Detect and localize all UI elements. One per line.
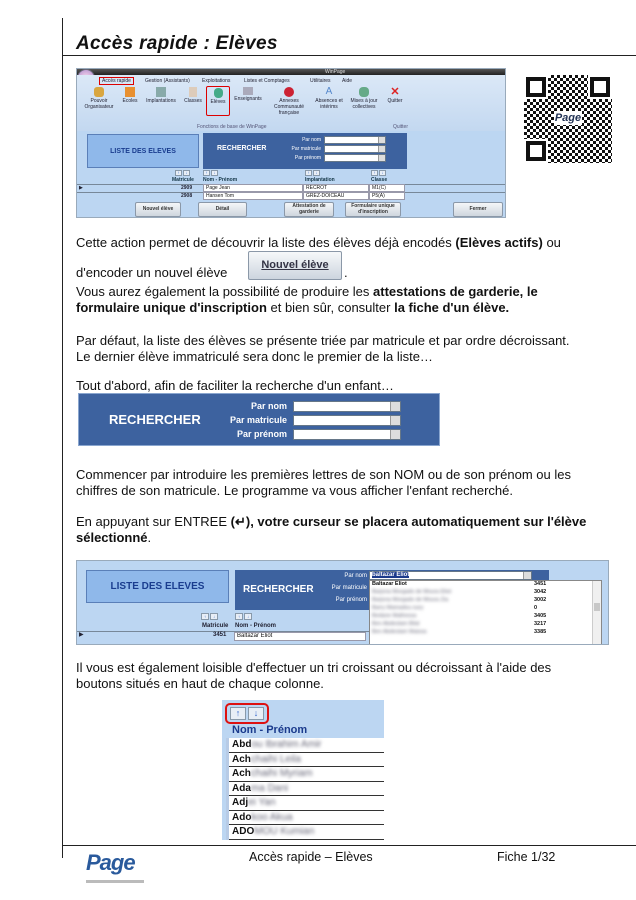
dropdown-item[interactable]: Barry Mamadou oury 0 [372,605,538,611]
search-panel-image [78,393,440,446]
dropdown-item[interactable]: Bedane Mathessa 3405 [372,613,547,619]
tab-aide[interactable]: Aide [342,78,353,84]
sort-classe[interactable]: ↑ ↓ [371,170,386,176]
search-title: RECHERCHER [217,145,267,152]
ribbon-enseignants[interactable]: Enseignants [231,86,265,118]
teacher-card-icon [243,87,253,95]
ribbon-group-quit-label: Quitter [393,124,409,130]
footer-rule [62,845,636,846]
col-nom: Nom - Prénom [235,623,277,629]
fermer-button[interactable]: Fermer [453,202,503,217]
col-nom: Nom - Prénom [232,724,308,736]
col-nom: Nom - Prénom [203,177,238,183]
footer-page-number: Fiche 1/32 [497,850,556,864]
nouvel-eleve-button-image: Nouvel élève [248,251,342,280]
table-row[interactable]: ▶ 2909 Page Jean RECROT M1(C) [77,184,506,192]
ribbon-classes[interactable]: Classes [181,86,205,118]
para6-line2: sélectionné. [76,530,152,545]
list-item[interactable]: ADOMOU Kumian [229,825,384,840]
margin-line [62,18,63,858]
label-par-prenom: Par prénom [236,429,287,439]
list-title: LISTE DES ELEVES [87,134,199,168]
dropdown-scrollbar[interactable] [592,581,601,645]
sort-matricule[interactable]: ↑ ↓ [175,170,190,176]
par-prenom-input[interactable] [293,429,401,440]
label-par-nom: Par nom [302,137,321,143]
sort-buttons[interactable]: ↑ ↓ [225,703,269,724]
list-item[interactable]: Achchaihi Leila [229,753,384,768]
ribbon-pouvoir[interactable]: Pouvoir Organisateur [80,86,118,118]
ribbon-buttons [80,86,402,118]
dropdown-item[interactable]: Barjona Morgado de Moura Eliot 3042 [372,589,547,595]
ribbon-group-label: Fonctions de base de WinPage [197,124,267,130]
par-prenom-input[interactable] [324,154,386,162]
label-par-nom: Par nom [344,573,367,579]
classes-icon [189,87,197,97]
list-item[interactable]: Adjei Yan [229,796,384,811]
page-logo [86,850,148,886]
ribbon-annexes[interactable]: Annexes Communauté française [266,86,312,118]
qr-logo: Page [554,112,582,124]
nouvel-eleve-button[interactable]: Nouvel élève [135,202,181,217]
label-par-prenom: Par prénom [335,597,367,603]
tab-gestion[interactable]: Gestion (Assistants) [145,78,190,84]
sort-matricule[interactable]: ↑ ↓ [201,613,218,620]
list-item[interactable]: Achchaihi Myriam [229,767,384,782]
dropdown-item[interactable]: Ben Abdeslam Maissa 3385 [372,629,547,635]
para5-line1: Commencer par introduire les premières lettres de son NOM ou de son prénom ou les [76,467,571,482]
table-row[interactable]: ▶ 3451 Baltazar Eliot [77,631,369,640]
ribbon-eleves[interactable]: Elèves [206,86,230,116]
table-row[interactable]: 2908 Hansen Tom GREZ-DOICEAU P5(A) [77,192,506,200]
dropdown-item[interactable]: Ben Abdeslam Bilal 3217 [372,621,547,627]
screenshot-search-dropdown [76,560,609,645]
para3-line2: Le dernier élève immatriculé sera donc le premier de la liste… [76,349,433,364]
para1-line1: Cette action permet de découvrir la liste des élèves déjà encodés (Elèves actifs) ou [76,235,561,250]
par-nom-input[interactable] [324,136,386,144]
ribbon-mises-a-jour[interactable]: Mises à jour collectives [346,86,382,118]
qr-code [524,75,612,163]
para1-line2: d'encoder un nouvel élève [76,265,228,280]
sort-implantation[interactable]: ↑ ↓ [305,170,320,176]
list-item[interactable]: Adama Dani [229,782,384,797]
label-par-nom: Par nom [250,401,287,411]
users-icon [359,87,369,97]
label-par-matricule: Par matricule [331,585,367,591]
dropdown-item[interactable]: Barjona Morgado de Moura Zia 3002 [372,597,547,603]
dropdown-list[interactable] [369,580,602,645]
dropdown-item[interactable]: Baltazar Eliot 3451 [372,581,547,587]
para3-line1: Par défaut, la liste des élèves se présente triée par matricule et par ordre décroissant. [76,333,570,348]
para2-line1: Vous aurez également la possibilité de produire les attestations de garderie, le [76,284,538,299]
student-add-icon [214,88,223,98]
para2-line2: formulaire unique d'inscription et bien sûr, consulter la fiche d'un élève. [76,300,510,315]
par-matricule-input[interactable] [324,145,386,153]
organisation-icon [94,87,104,97]
para1-period: . [344,265,348,280]
col-matricule: Matricule [172,177,194,183]
label-par-prenom: Par prénom [294,155,321,161]
search-title: RECHERCHER [109,412,201,427]
building-icon [156,87,166,97]
para4: Tout d'abord, afin de faciliter la recherche d'un enfant… [76,378,394,393]
para5-line2: chiffres de son matricule. Le programme va vous afficher l'enfant recherché. [76,483,513,498]
ribbon-absences[interactable]: A Absences et intérims [315,86,343,110]
federation-icon [284,87,294,97]
ribbon-ecoles[interactable]: Ecoles [119,86,141,118]
sort-nom[interactable]: ↑ ↓ [235,613,252,620]
close-x-icon: ✕ [390,86,400,98]
para6-line1: En appuyant sur ENTREE (↵), votre curseur se placera automatiquement sur l'élève [76,514,587,529]
name-list [226,738,384,840]
footer-section: Accès rapide – Elèves [249,850,373,864]
formulaire-button[interactable]: Formulaire unique d'inscription [345,202,401,217]
para7-line2: boutons situés en haut de chaque colonne. [76,676,324,691]
page-title: Accès rapide : Elèves [76,33,278,54]
screenshot-sort-column [222,700,384,840]
col-matricule: Matricule [202,623,229,629]
ribbon-quitter[interactable]: ✕ Quitter [387,86,403,104]
tab-acces-rapide[interactable]: Accès rapide [99,77,134,85]
label-par-matricule: Par matricule [291,146,321,152]
tab-listes[interactable]: Listes et Comptages [244,78,290,84]
sort-nom[interactable]: ↑ ↓ [203,170,218,176]
logo-text: Page [86,850,135,875]
tab-exploitations[interactable]: Exploitations [202,78,231,84]
list-item[interactable]: Abdou Ibrahim Amir [229,738,384,753]
attestation-button[interactable]: Attestation de garderie [284,202,334,217]
para7-line1: Il vous est également loisible d'effectuer un tri croissant ou décroissant à l'aide des [76,660,552,675]
house-icon [125,87,135,97]
par-nom-input[interactable]: baltazar Eliot [369,571,532,580]
par-matricule-input[interactable] [293,415,401,426]
detail-button[interactable]: Détail [198,202,247,217]
window-title: WinPage [325,69,346,75]
label-par-matricule: Par matricule [229,415,287,425]
tab-utilitaires[interactable]: Utilitaires [310,78,331,84]
par-nom-input[interactable] [293,401,401,412]
ribbon [77,75,506,131]
search-panel [203,133,407,169]
letter-a-icon: A [325,86,333,97]
col-implantation: Implantation [305,177,335,183]
screenshot-eleves-window [76,68,506,218]
title-rule [62,55,636,56]
search-title: RECHERCHER [243,584,314,595]
list-item[interactable]: Adokoo Akua [229,811,384,826]
col-classe: Classe [371,177,388,183]
ribbon-implantations[interactable]: Implantations [142,86,180,118]
list-title: LISTE DES ELEVES [86,570,229,603]
